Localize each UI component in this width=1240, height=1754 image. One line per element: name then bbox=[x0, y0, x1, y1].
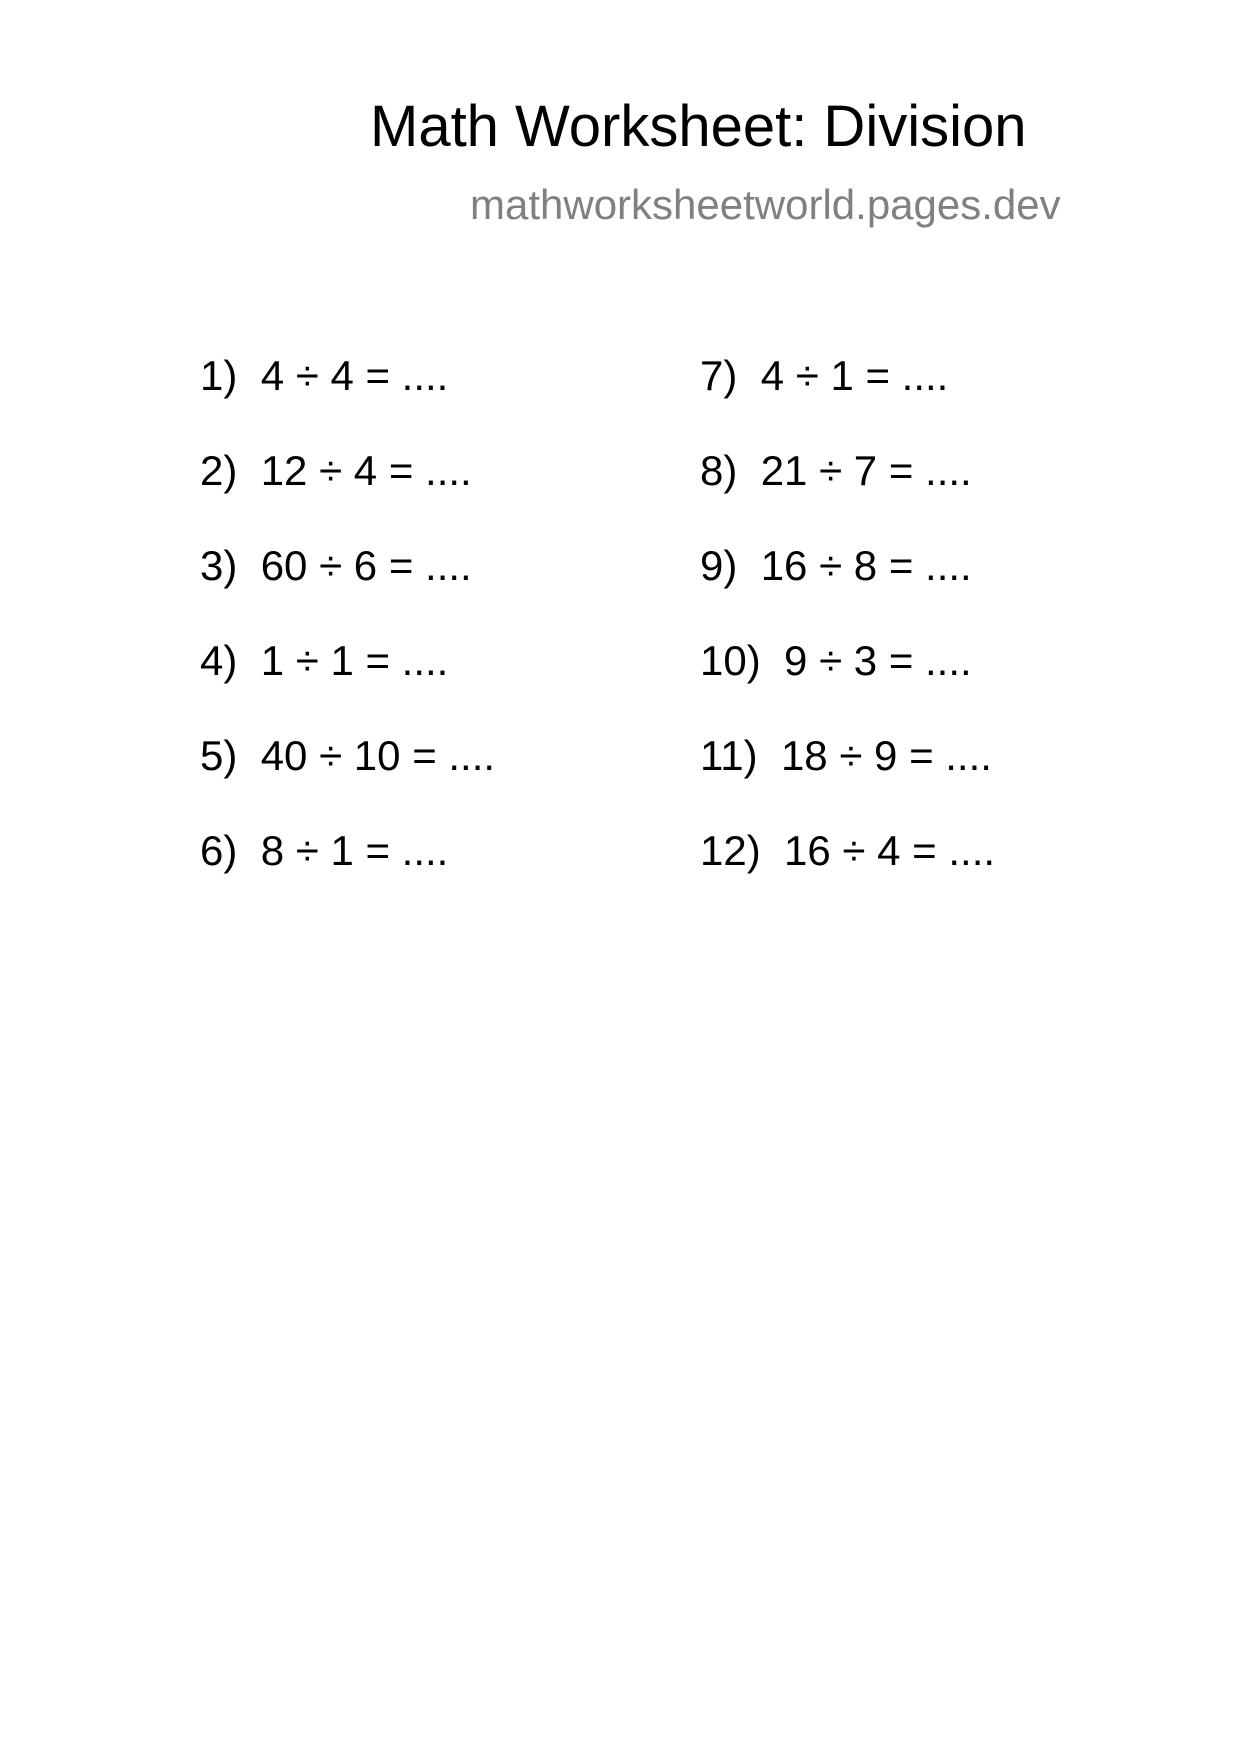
problem-expression: 4 ÷ 4 = .... bbox=[260, 352, 449, 399]
problem-number: 9) bbox=[700, 542, 738, 589]
problem-item bbox=[200, 447, 495, 542]
problems-column-left bbox=[200, 352, 495, 922]
problem-expression: 21 ÷ 7 = .... bbox=[760, 447, 972, 494]
problem-number: 5) bbox=[200, 732, 238, 779]
problem-item bbox=[200, 827, 495, 922]
problem-expression: 18 ÷ 9 = .... bbox=[780, 732, 992, 779]
problem-expression: 16 ÷ 4 = .... bbox=[784, 827, 996, 874]
problem-expression: 9 ÷ 3 = .... bbox=[784, 637, 972, 684]
problem-item bbox=[700, 542, 995, 637]
problem-expression: 60 ÷ 6 = .... bbox=[260, 542, 472, 589]
problem-expression: 1 ÷ 1 = .... bbox=[260, 637, 449, 684]
problem-item bbox=[700, 447, 995, 542]
problem-item bbox=[700, 732, 995, 827]
problem-item bbox=[200, 352, 495, 447]
problem-number: 10) bbox=[700, 637, 761, 684]
problems-column-right bbox=[700, 352, 995, 922]
problem-expression: 12 ÷ 4 = .... bbox=[260, 447, 472, 494]
problem-number: 7) bbox=[700, 352, 738, 399]
problem-item bbox=[200, 637, 495, 732]
problem-number: 4) bbox=[200, 637, 238, 684]
problem-expression: 8 ÷ 1 = .... bbox=[260, 827, 449, 874]
problem-number: 11) bbox=[700, 732, 758, 779]
problem-expression: 16 ÷ 8 = .... bbox=[760, 542, 972, 589]
problem-number: 3) bbox=[200, 542, 238, 589]
problem-item bbox=[200, 542, 495, 637]
website-url: mathworksheetworld.pages.dev bbox=[470, 181, 1061, 228]
problem-number: 1) bbox=[200, 352, 238, 399]
problem-number: 2) bbox=[200, 447, 238, 494]
problem-item bbox=[700, 827, 995, 922]
problem-item bbox=[700, 637, 995, 732]
problem-number: 12) bbox=[700, 827, 761, 874]
worksheet-title: Math Worksheet: Division bbox=[370, 94, 1027, 159]
problem-number: 8) bbox=[700, 447, 738, 494]
problem-expression: 4 ÷ 1 = .... bbox=[760, 352, 949, 399]
problem-number: 6) bbox=[200, 827, 238, 874]
problem-item bbox=[700, 352, 995, 447]
problem-expression: 40 ÷ 10 = .... bbox=[260, 732, 496, 779]
problem-item bbox=[200, 732, 495, 827]
